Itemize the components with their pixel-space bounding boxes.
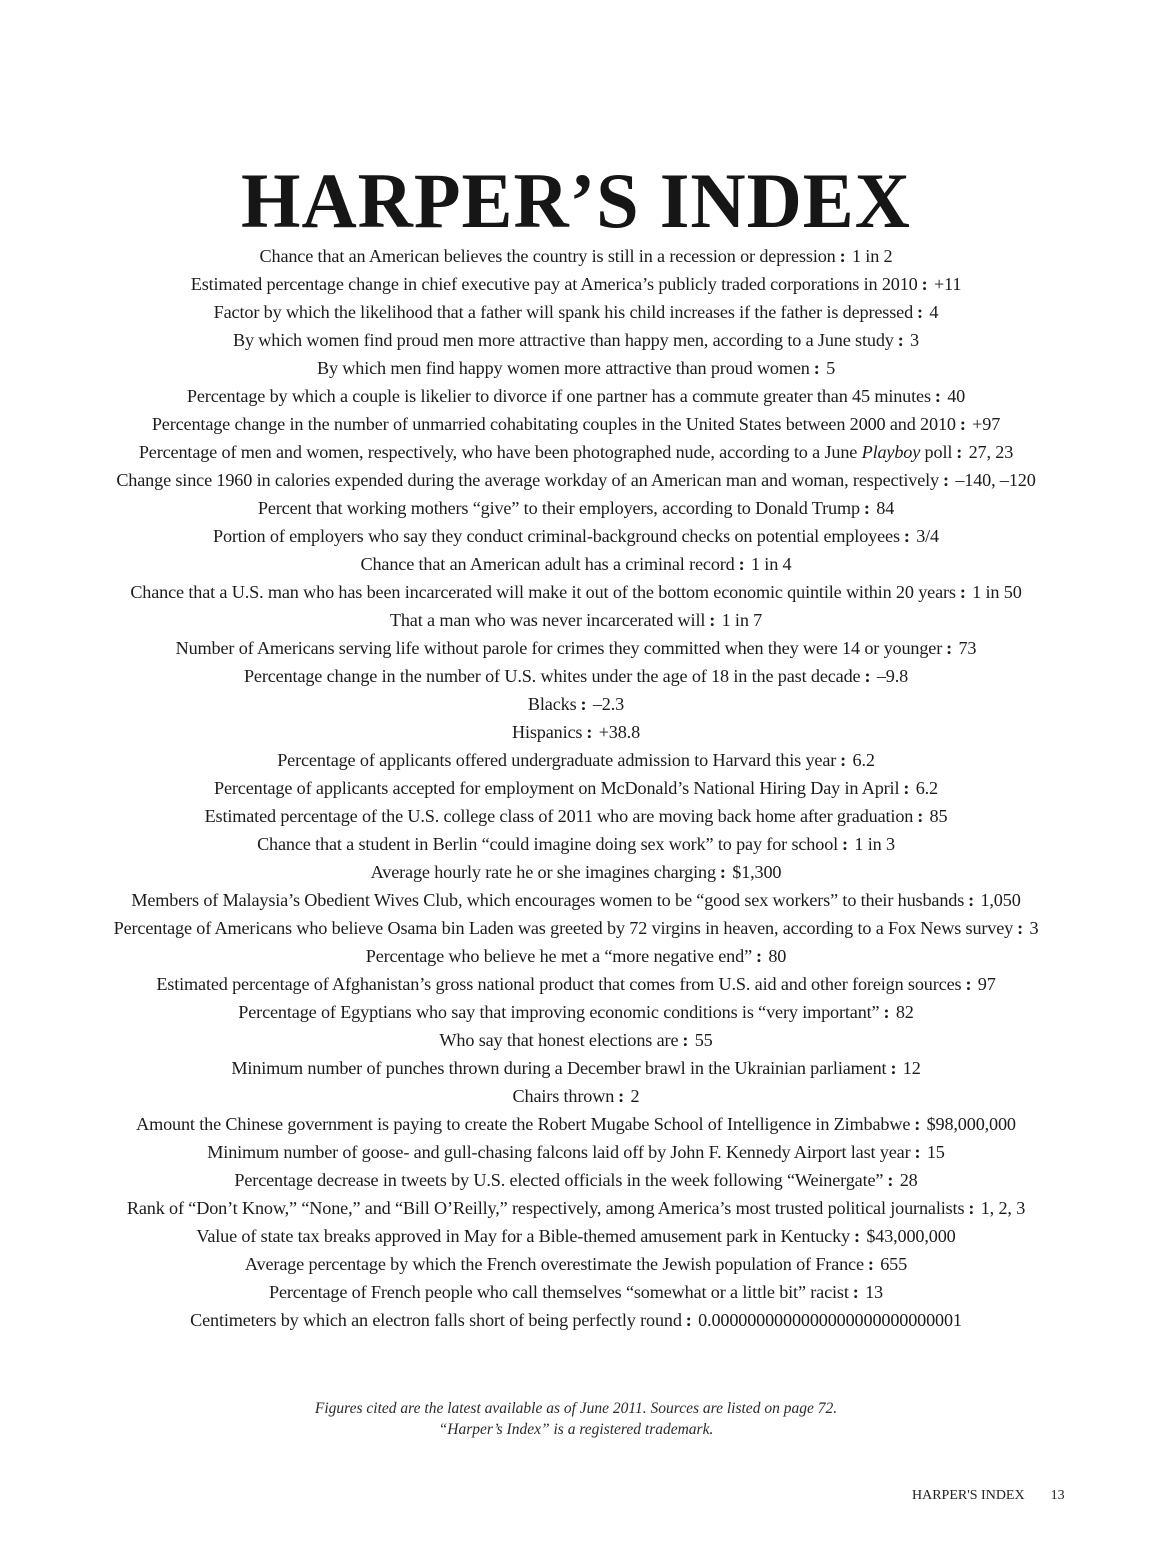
entry-value: 0.0000000000000000000000000001 — [698, 1310, 962, 1330]
entry-label: Members of Malaysia’s Obedient Wives Club, which encourages women to be “good sex workers” to their husbands — [131, 890, 965, 910]
index-entry — [0, 1278, 1152, 1306]
entry-label: Percentage of applicants offered undergraduate admission to Harvard this year — [277, 750, 837, 770]
index-entry — [0, 298, 1152, 326]
entry-separator: : — [840, 750, 847, 770]
entry-value: –9.8 — [876, 666, 909, 686]
index-entry — [0, 858, 1152, 886]
entry-label: Percentage who believe he met a “more negative end” — [365, 946, 752, 966]
entry-label: Chairs thrown — [512, 1086, 615, 1106]
index-entry — [0, 354, 1152, 382]
entry-label: Percentage change in the number of U.S. whites under the age of 18 in the past decade — [243, 666, 861, 686]
entry-value: 3 — [910, 330, 919, 350]
entry-separator: : — [959, 414, 966, 434]
entry-value: +38.8 — [598, 722, 641, 742]
entry-separator: : — [921, 274, 928, 294]
entry-separator: : — [968, 1198, 975, 1218]
entry-value: 4 — [929, 302, 939, 322]
entry-label-italic: Playboy — [861, 442, 921, 462]
entry-value: 80 — [768, 946, 787, 966]
entry-separator: : — [887, 1170, 894, 1190]
entry-value: 73 — [958, 638, 977, 658]
entry-label: Minimum number of punches thrown during a December brawl in the Ukrainian parliament — [231, 1058, 887, 1078]
entry-separator: : — [914, 1142, 921, 1162]
index-entry — [0, 998, 1152, 1026]
entry-label: Who say that honest elections are — [439, 1030, 679, 1050]
entry-separator: : — [719, 862, 726, 882]
entry-label: By which women find proud men more attractive than happy men, according to a June study — [232, 330, 894, 350]
footnotes — [0, 1398, 1152, 1440]
entry-label: Blacks — [527, 694, 577, 714]
entry-label: Centimeters by which an electron falls short of being perfectly round — [190, 1310, 682, 1330]
entry-label: Estimated percentage change in chief executive pay at America’s publicly traded corporations in 2010 — [190, 274, 918, 294]
index-entry — [0, 578, 1152, 606]
index-entry — [0, 410, 1152, 438]
entry-separator: : — [839, 246, 846, 266]
entry-value: 85 — [929, 806, 948, 826]
index-entry — [0, 886, 1152, 914]
entry-label: Percentage decrease in tweets by U.S. elected officials in the week following “Weinergate” — [234, 1170, 884, 1190]
page-number: 13 — [1050, 1488, 1065, 1503]
entry-separator: : — [917, 806, 924, 826]
entry-value: 6.2 — [852, 750, 875, 770]
entry-label: Rank of “Don’t Know,” “None,” and “Bill O’Reilly,” respectively, among America’s most trusted political journalists — [126, 1198, 965, 1218]
entry-separator: : — [942, 470, 949, 490]
entry-value: 84 — [876, 498, 895, 518]
index-entry — [0, 746, 1152, 774]
page-title: HARPER’S INDEX — [241, 157, 911, 245]
entry-label: Factor by which the likelihood that a father will spank his child increases if the father is depressed — [213, 302, 914, 322]
entry-label: Percentage of applicants accepted for employment on McDonald’s National Hiring Day in April — [214, 778, 900, 798]
entry-label: Average hourly rate he or she imagines charging — [370, 862, 716, 882]
entry-separator: : — [934, 386, 941, 406]
entry-label: Estimated percentage of Afghanistan’s gross national product that comes from U.S. aid and other foreign sources — [156, 974, 962, 994]
entry-label: Average percentage by which the French overestimate the Jewish population of France — [244, 1254, 864, 1274]
index-entry — [0, 270, 1152, 298]
index-entry — [0, 1138, 1152, 1166]
footnote-sources: Figures cited are the latest available as of June 2011. Sources are listed on page 72. — [314, 1400, 838, 1417]
index-entry — [0, 1110, 1152, 1138]
entry-label: Value of state tax breaks approved in May for a Bible-themed amusement park in Kentucky — [196, 1226, 850, 1246]
entry-separator: : — [709, 610, 716, 630]
entry-value: 13 — [865, 1282, 883, 1302]
entry-value: 1 in 50 — [972, 582, 1022, 602]
index-entry — [0, 914, 1152, 942]
entry-separator: : — [897, 330, 904, 350]
entry-separator: : — [917, 302, 923, 322]
entry-separator: : — [853, 1226, 860, 1246]
index-entry — [0, 634, 1152, 662]
entry-label: Percentage of French people who call themselves “somewhat or a little bit” racist — [269, 1282, 849, 1302]
index-entry — [0, 326, 1152, 354]
entry-label: Chance that an American believes the country is still in a recession or depression — [259, 246, 836, 266]
entry-label: Chance that a U.S. man who has been incarcerated will make it out of the bottom economic quintile within 20 years — [130, 582, 956, 602]
entry-separator: : — [890, 1058, 897, 1078]
entry-separator: : — [813, 358, 820, 378]
entry-value: 1, 2, 3 — [980, 1198, 1026, 1218]
entry-separator: : — [959, 582, 966, 602]
entry-value: 1 in 3 — [854, 834, 895, 854]
index-entry — [0, 718, 1152, 746]
entry-label: Percentage by which a couple is likelier to divorce if one partner has a commute greater than 45 minutes — [186, 386, 931, 406]
entry-value: 3/4 — [916, 526, 939, 546]
entry-separator: : — [618, 1086, 625, 1106]
entry-separator: : — [586, 722, 593, 742]
entry-label: poll — [920, 442, 953, 462]
index-entry — [0, 1166, 1152, 1194]
entry-separator: : — [1017, 918, 1024, 938]
entry-label: Number of Americans serving life without parole for crimes they committed when they were 14 or younger — [175, 638, 943, 658]
entry-label: That a man who was never incarcerated will — [389, 610, 706, 630]
entry-separator: : — [903, 526, 910, 546]
index-entry — [0, 606, 1152, 634]
entry-value: 1 in 7 — [721, 610, 763, 630]
entry-separator: : — [965, 974, 972, 994]
entry-value: 6.2 — [915, 778, 938, 798]
entry-label: Chance that a student in Berlin “could imagine doing sex work” to pay for school — [257, 834, 839, 854]
index-entry — [0, 1306, 1152, 1334]
entry-value: 1,050 — [980, 890, 1021, 910]
entry-value: –2.3 — [592, 694, 625, 714]
entry-value: 27, 23 — [968, 442, 1014, 462]
entry-separator: : — [914, 1114, 921, 1134]
entry-value: 55 — [694, 1030, 713, 1050]
entry-separator: : — [852, 1282, 859, 1302]
entry-separator: : — [903, 778, 910, 798]
index-entry — [0, 550, 1152, 578]
entry-value: 15 — [926, 1142, 945, 1162]
entry-label: Percentage of men and women, respectively, who have been photographed nude, according to a June — [138, 442, 862, 462]
entry-value: 97 — [977, 974, 996, 994]
entry-value: 40 — [947, 386, 966, 406]
index-entry — [0, 942, 1152, 970]
entry-separator: : — [867, 1254, 874, 1274]
entry-label: Portion of employers who say they conduct criminal-background checks on potential employees — [212, 526, 900, 546]
entry-label: Hispanics — [511, 722, 583, 742]
entry-value: $1,300 — [732, 862, 782, 882]
entry-value: 3 — [1029, 918, 1039, 938]
index-entry — [0, 1026, 1152, 1054]
entry-label: Percentage of Americans who believe Osama bin Laden was greeted by 72 virgins in heaven, according to a Fox News survey — [113, 918, 1014, 938]
entry-value: 655 — [880, 1254, 908, 1274]
entry-value: 5 — [826, 358, 836, 378]
entry-separator: : — [946, 638, 953, 658]
index-entries-list — [0, 242, 1152, 1334]
entry-separator: : — [685, 1310, 692, 1330]
index-entry — [0, 242, 1152, 270]
entry-value: 28 — [899, 1170, 918, 1190]
entry-separator: : — [756, 946, 762, 966]
index-entry — [0, 690, 1152, 718]
entry-value: $43,000,000 — [866, 1226, 956, 1246]
entry-separator: : — [580, 694, 587, 714]
entry-value: 12 — [902, 1058, 921, 1078]
index-entry — [0, 466, 1152, 494]
index-entry — [0, 1194, 1152, 1222]
entry-label: Change since 1960 in calories expended during the average workday of an American man and woman, respectively — [116, 470, 939, 490]
index-entry — [0, 1082, 1152, 1110]
page-folio — [912, 1488, 1065, 1504]
entry-separator: : — [864, 666, 871, 686]
folio-section: HARPER'S INDEX — [912, 1488, 1025, 1503]
entry-value: +97 — [972, 414, 1001, 434]
index-entry — [0, 830, 1152, 858]
entry-separator: : — [682, 1030, 689, 1050]
index-entry — [0, 522, 1152, 550]
entry-separator: : — [968, 890, 975, 910]
entry-value: $98,000,000 — [926, 1114, 1016, 1134]
entry-label: Percentage change in the number of unmarried cohabitating couples in the United States between 2000 and 2010 — [151, 414, 956, 434]
entry-label: Minimum number of goose- and gull-chasing falcons laid off by John F. Kennedy Airport last year — [207, 1142, 911, 1162]
index-entry — [0, 774, 1152, 802]
entry-value: 1 in 2 — [851, 246, 893, 266]
index-entry — [0, 970, 1152, 998]
entry-value: 2 — [630, 1086, 640, 1106]
footnote-trademark: “Harper’s Index” is a registered trademark. — [438, 1421, 714, 1438]
entry-value: –140, –120 — [955, 470, 1036, 490]
entry-label: Amount the Chinese government is paying to create the Robert Mugabe School of Intelligence in Zimbabwe — [136, 1114, 911, 1134]
index-entry — [0, 494, 1152, 522]
entry-label: Chance that an American adult has a criminal record — [360, 554, 735, 574]
entry-label: Percent that working mothers “give” to their employers, according to Donald Trump — [257, 498, 860, 518]
entry-label: Estimated percentage of the U.S. college class of 2011 who are moving back home after graduation — [204, 806, 914, 826]
entry-label: Percentage of Egyptians who say that improving economic conditions is “very important” — [238, 1002, 880, 1022]
entry-separator: : — [883, 1002, 890, 1022]
index-entry — [0, 1222, 1152, 1250]
index-entry — [0, 1250, 1152, 1278]
entry-separator: : — [956, 442, 963, 462]
entry-separator: : — [738, 554, 745, 574]
index-entry — [0, 382, 1152, 410]
index-entry — [0, 662, 1152, 690]
entry-value: +11 — [933, 274, 962, 294]
entry-value: 82 — [895, 1002, 914, 1022]
index-entry — [0, 1054, 1152, 1082]
entry-value: 1 in 4 — [750, 554, 792, 574]
entry-label: By which men find happy women more attractive than proud women — [316, 358, 810, 378]
index-entry — [0, 802, 1152, 830]
entry-separator: : — [863, 498, 870, 518]
index-entry — [0, 438, 1152, 466]
entry-separator: : — [842, 834, 848, 854]
